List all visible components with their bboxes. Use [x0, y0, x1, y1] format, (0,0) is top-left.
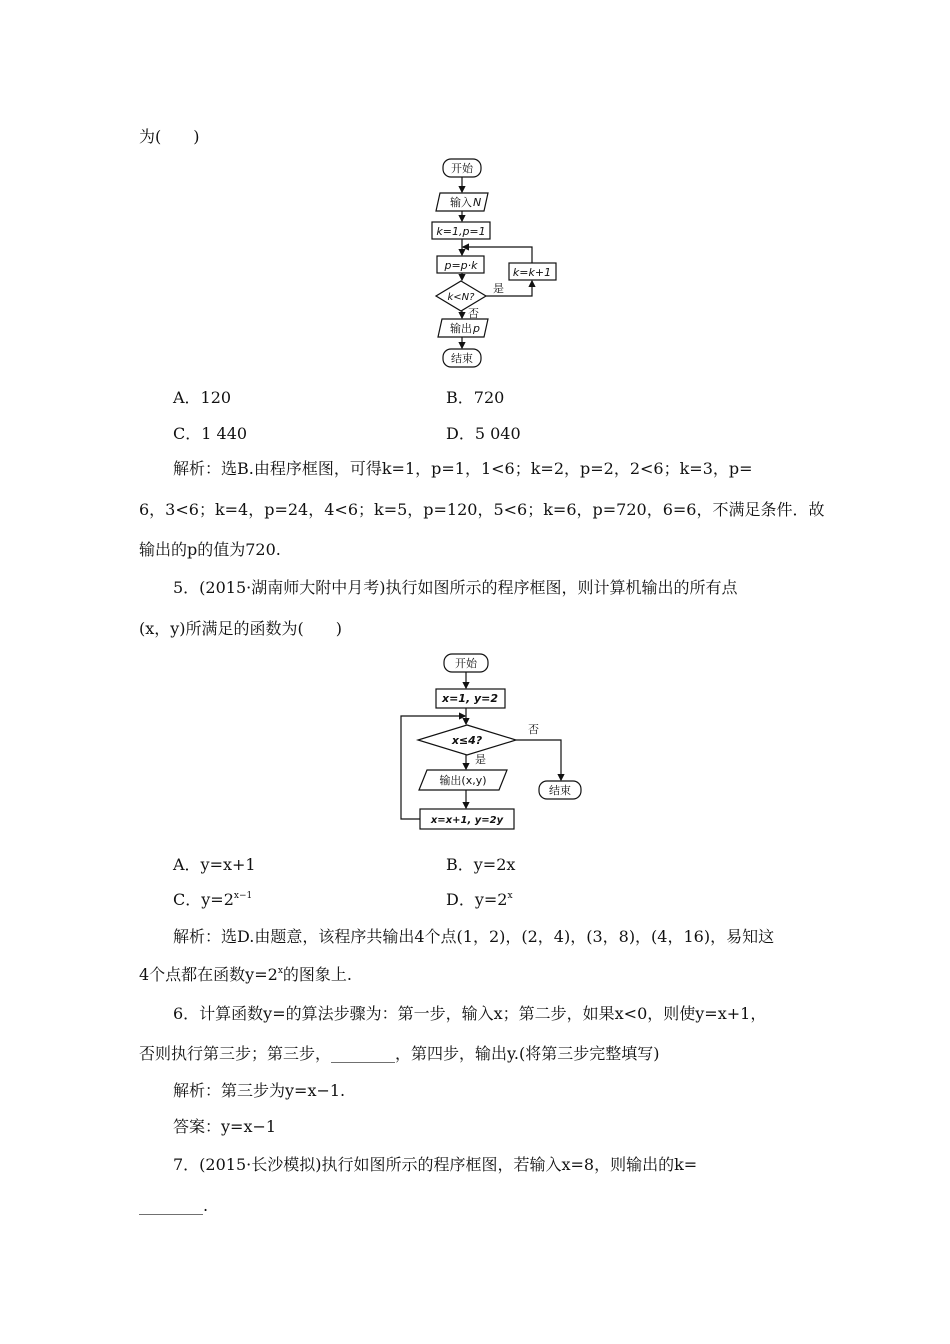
fc2-yes: 是 [475, 753, 486, 766]
q6-answer: 答案：y=x−1 [173, 1117, 277, 1136]
q4-option-a: A．120 [173, 388, 232, 407]
fc1-init: k=1,p=1 [436, 225, 486, 238]
fc1-start: 开始 [451, 162, 473, 175]
fc1-output: 输出 [450, 322, 472, 335]
fc2-no: 否 [528, 723, 539, 736]
fc1-increment: k=k+1 [512, 266, 552, 279]
flowchart-q5 [395, 650, 615, 835]
fc1-product: p=p·k [444, 259, 478, 272]
flowchart-q4 [420, 155, 570, 375]
q4-option-c: C．1 440 [173, 424, 248, 443]
q6-analysis: 解析：第三步为y=x−1. [173, 1081, 346, 1100]
q4-option-d: D．5 040 [446, 424, 521, 443]
q7-stem-line1: 7．(2015·长沙模拟)执行如图所示的程序框图，若输入x=8，则输出的k= [173, 1155, 698, 1174]
q7-stem-line2: ________. [139, 1196, 209, 1215]
fc2-cond: x≤4? [451, 734, 483, 747]
fc2-end: 结束 [549, 784, 571, 797]
fc1-input: 输入 [450, 196, 472, 209]
q4-stem-tail: 为( ) [139, 127, 200, 146]
fc2-output: 输出(x,y) [439, 774, 487, 787]
fc2-start: 开始 [455, 657, 477, 670]
q5-stem-line2: (x，y)所满足的函数为( ) [139, 619, 343, 638]
fc1-end: 结束 [451, 352, 473, 365]
q4-analysis-line3: 输出的p的值为720. [139, 540, 281, 559]
q5-option-a: A．y=x+1 [173, 855, 256, 874]
fc1-no: 否 [468, 307, 479, 320]
fc1-cond: k<N? [447, 292, 475, 303]
fc2-update: x=x+1, y=2y [430, 815, 504, 826]
fc1-var-p: p [473, 322, 480, 335]
q5-option-b: B．y=2x [446, 855, 516, 874]
q5-analysis-line2: 4个点都在函数$y=2^x$的图象上. [139, 965, 352, 984]
q4-option-b: B．720 [446, 388, 505, 407]
q5-option-d: D．$y=2^x$ [446, 890, 513, 909]
q4-analysis-line1: 解析：选B.由程序框图，可得k=1，p=1，1<6；k=2，p=2，2<6；k=3，p= [173, 459, 753, 478]
fc1-yes: 是 [493, 282, 504, 295]
q6-stem-line2: 否则执行第三步；第三步，________，第四步，输出y.(将第三步完整填写) [139, 1044, 660, 1063]
q6-stem-line1: 6．计算函数y=的算法步骤为：第一步，输入x；第二步，如果x<0，则使y=x+1， [173, 1004, 767, 1023]
fc2-init: x=1, y=2 [441, 692, 499, 705]
fc1-var-n: N [473, 196, 482, 209]
q5-stem-line1: 5．(2015·湖南师大附中月考)执行如图所示的程序框图，则计算机输出的所有点 [173, 578, 738, 597]
q4-analysis-line2: 6，3<6；k=4，p=24，4<6；k=5，p=120，5<6；k=6，p=720，6=6，不满足条件．故 [139, 500, 825, 519]
q5-analysis-line1: 解析：选D.由题意，该程序共输出4个点(1，2)，(2，4)，(3，8)，(4，16)，易知这 [173, 927, 775, 946]
q5-option-c: C．$y=2^{x-1}$ [173, 890, 253, 909]
